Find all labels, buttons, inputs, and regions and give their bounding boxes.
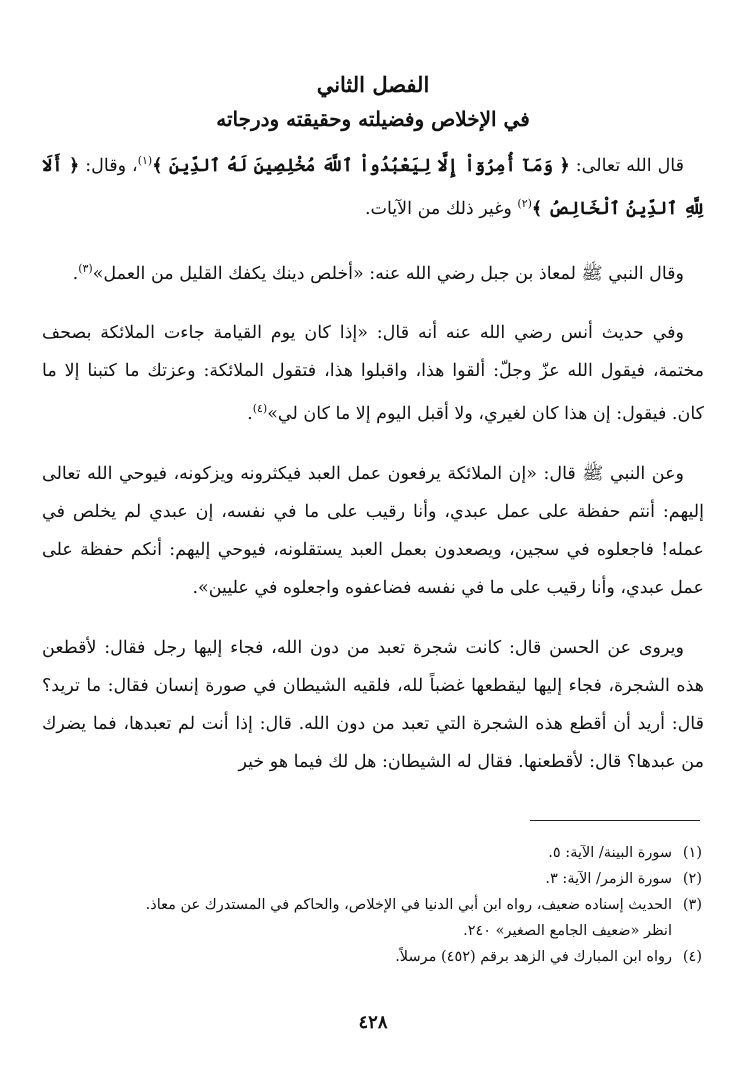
text-segment: ويروى عن الحسن قال: كانت شجرة تعبد من دون الله، فجاء إليها رجل فقال: لأقطعن هذه الشجرة، فجاء إليها ليقطعها غضباً لله، فلقيه الشيطان في صورة إنسان فقال: ما تريد؟ قال: أريد أن أقطع هذه الشجرة التي تعبد من دون الله. قال: إذا أنت لم تعبدها، فما يضرك من عبدها؟ قال: لأقطعنها. فقال له الشيطان: هل لك فيما هو خير [42,638,704,773]
footnote-ref: (٢) [517,196,532,210]
text-segment: . [72,263,79,284]
paragraph-hadith-muadh [42,250,704,293]
text-segment: . [247,404,253,425]
footnote-ref: (٤) [252,402,268,416]
footnote-number: (٢) [682,871,702,887]
text-segment: وفي حديث أنس رضي الله عنه أنه قال: «إذا كان يوم القيامة جاءت الملائكة بصحف مختمة، فيقول الله عزّ وجلّ: ألقوا هذا، واقبلوا هذا، فتقول الملائكة: وعزتك ما كتبنا إلا ما كان. فيقول: إن هذا كان لغيري، ولا أقبل اليوم إلا ما كان لي» [42,323,704,425]
footnote [42,866,702,892]
chapter-subtitle: في الإخلاص وفضيلته وحقيقته ودرجاته [216,107,530,131]
footnote [42,892,702,918]
paragraph-hasan-story [42,629,704,781]
footnote-ref: (٣) [78,261,93,275]
footnote-text: سورة الزمر/ الآية: ٣. [545,871,672,887]
chapter-title: الفصل الثاني [316,72,430,97]
footnotes [42,840,702,970]
quran-verse: ﴿ أَلَا لِلَّهِ ٱلدِّينُ ٱلْخَالِصُ ﴾ [42,155,704,219]
footnote-ref: (١) [137,154,153,167]
text-segment: وغير ذلك من الآيات. [364,198,518,219]
footnote-number: (٣) [682,897,702,913]
text-segment: وقال النبي ﷺ لمعاذ بن جبل رضي الله عنه: «أخلص دينك يكفك القليل من العمل» [92,263,684,284]
text-segment: وعن النبي ﷺ قال: «إن الملائكة يرفعون عمل العبد فيكثرونه ويزكونه، فيوحي الله تعالى إليهم: أنتم حفظة على عمل عبدي، وأنا رقيب على ما في نفسه، إن عبدي لم يخلص في عمله! فاجعلوه في سجين، ويصعدون بعمل العبد يستقلونه، فيوحي إليهم: أنكم حفظة على عمل عبدي، وأنا رقيب على ما في نفسه فضاعفوه واجعلوه في عليين». [42,464,704,599]
footnote-number: (٤) [682,949,702,965]
footnote [42,840,702,866]
footnote-number: (١) [682,845,702,861]
footnote-continuation: انظر «ضعيف الجامع الصغير» ٢٤٠. [463,923,672,939]
text-segment: قال الله تعالى: [569,155,684,176]
footnote-text: سورة البينة/ الآية: ٥. [548,845,672,861]
page-number: ٤٢٨ [358,1012,388,1033]
quran-verse: ﴿ وَمَآ أُمِرُوٓاْ إِلَّا لِيَعْبُدُواْ ٱللَّهَ مُخْلِصِينَ لَهُ ٱلدِّينَ ﴾ [152,155,570,176]
text-segment: ، وقال: [79,155,138,176]
footnote-text: رواه ابن المبارك في الزهد برقم (٤٥٢) مرسلاً. [395,949,672,965]
paragraph-hadith-anas [42,314,704,433]
paragraph-quran-verses [42,142,704,228]
footnote-text: الحديث إسناده ضعيف، رواه ابن أبي الدنيا في الإخلاص، والحاكم في المستدرك عن معاذ. [145,897,672,913]
footnote-divider [530,820,700,821]
footnote [42,944,702,970]
paragraph-hadith-angels [42,455,704,607]
